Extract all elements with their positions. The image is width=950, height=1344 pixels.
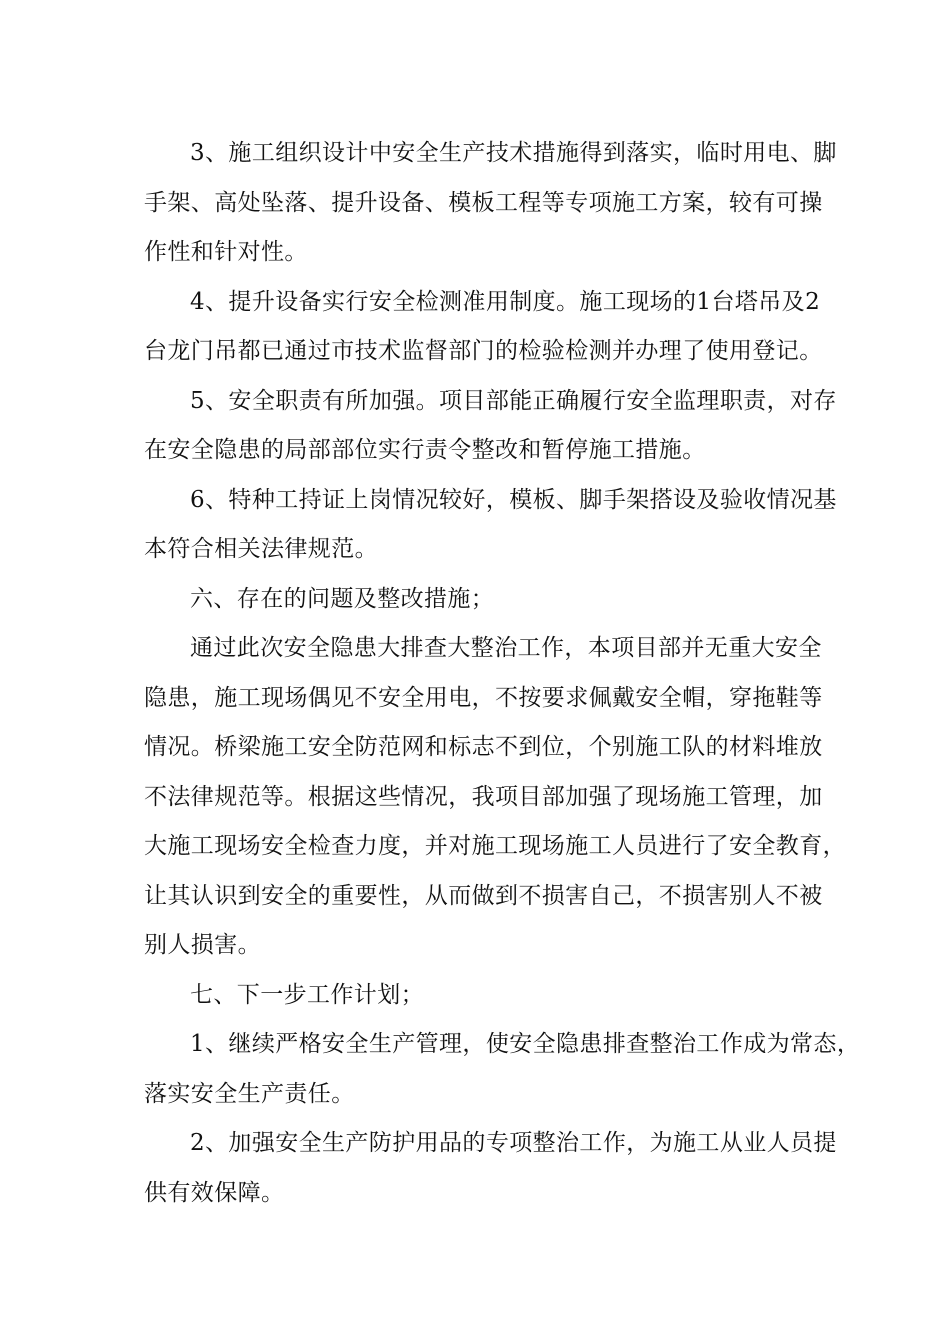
text-line: 在安全隐患的局部部位实行责令整改和暂停施工措施。 <box>144 437 706 463</box>
paragraph-plan-2 <box>144 1119 837 1218</box>
text-line: 隐患，施工现场偶见不安全用电，不按要求佩戴安全帽，穿拖鞋等 <box>144 684 823 711</box>
paragraph-item-5 <box>144 377 837 476</box>
text-line: 通过此次安全隐患大排查大整治工作，本项目部并无重大安全 <box>190 635 822 661</box>
text-line: 不法律规范等。根据这些情况，我项目部加强了现场施工管理，加 <box>144 783 823 810</box>
paragraph-problems-body <box>144 624 846 971</box>
text-line: 本符合相关法律规范。 <box>144 536 378 562</box>
section-heading-problems <box>144 575 812 625</box>
heading-line: 六、存在的问题及整改措施； <box>190 585 495 612</box>
text-line: 情况。桥梁施工安全防范网和标志不到位，个别施工队的材料堆放 <box>144 734 823 760</box>
text-line: 手架、高处坠落、提升设备、模板工程等专项施工方案，较有可操 <box>144 189 823 216</box>
text-line: 1、继续严格安全生产管理，使安全隐患排查整治工作成为常态， <box>190 1031 861 1057</box>
paragraph-item-3 <box>144 129 837 278</box>
text-line: 作性和针对性。 <box>144 239 308 265</box>
text-line: 4、提升设备实行安全检测准用制度。施工现场的1台塔吊及2 <box>190 288 821 315</box>
text-line: 落实安全生产责任。 <box>144 1080 355 1107</box>
paragraph-plan-1 <box>144 1020 861 1119</box>
text-line: 5、安全职责有所加强。项目部能正确履行安全监理职责，对存 <box>190 387 837 414</box>
document-body <box>144 129 861 1218</box>
text-line: 6、特种工持证上岗情况较好，模板、脚手架搭设及验收情况基 <box>190 486 837 513</box>
paragraph-item-4 <box>144 278 823 377</box>
text-line: 让其认识到安全的重要性，从而做到不损害自己，不损害别人不被 <box>144 882 823 909</box>
text-line: 大施工现场安全检查力度，并对施工现场施工人员进行了安全教育， <box>144 833 846 859</box>
text-line: 3、施工组织设计中安全生产技术措施得到落实，临时用电、脚 <box>190 140 837 166</box>
text-line: 供有效保障。 <box>144 1179 285 1206</box>
section-heading-next-steps <box>144 971 812 1021</box>
heading-line: 七、下一步工作计划； <box>190 981 424 1008</box>
text-line: 别人损害。 <box>144 932 261 958</box>
text-line: 2、加强安全生产防护用品的专项整治工作，为施工从业人员提 <box>190 1130 837 1156</box>
paragraph-item-6 <box>144 476 837 575</box>
text-line: 台龙门吊都已通过市技术监督部门的检验检测并办理了使用登记。 <box>144 338 823 364</box>
